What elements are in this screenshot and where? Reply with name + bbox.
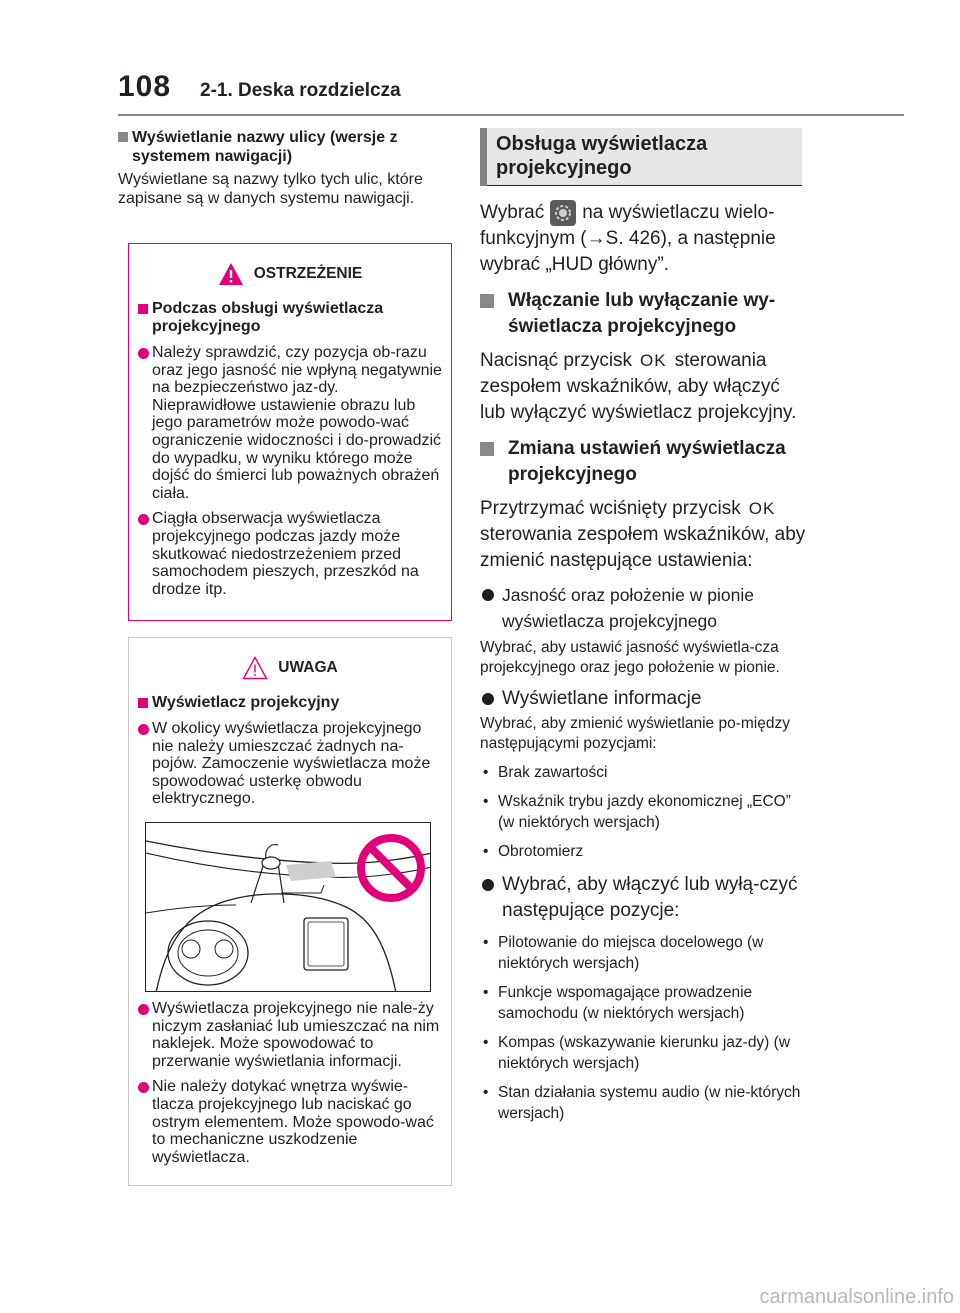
notice-bullet: W okolicy wyświetlacza projekcyjnego nie należy umieszczać żadnych na-pojów. Zamoczenie wyświetlacza może spowodować usterkę obwodu elektrycznego.: [138, 720, 442, 808]
warning-heading: Podczas obsługi wyświetlacza projekcyjnego: [138, 300, 442, 336]
dashboard-drawing: [146, 823, 431, 992]
page-number: 108: [118, 70, 172, 103]
square-bullet-icon: [118, 132, 128, 142]
notice-box: [128, 637, 452, 1186]
square-bullet-icon: [480, 442, 494, 456]
street-name-text: Wyświetlane są nazwy tylko tych ulic, które zapisane są w danych systemu nawigacji.: [118, 171, 423, 207]
notice-bullet: Nie należy dotykać wnętrza wyświe-tlacza projekcyjnego lub naciskać go ostrym elementem. Może spowodo-wać to mechaniczne uszkodzenie wyświetlacza.: [138, 1078, 442, 1166]
right-column: [480, 128, 810, 1124]
bullet-dot-icon: [482, 693, 494, 705]
dashboard-illustration: [145, 822, 431, 992]
arrow-reference: →: [586, 228, 606, 250]
notice-title: UWAGA: [138, 648, 442, 688]
notice-heading: Wyświetlacz projekcyjny: [138, 694, 442, 712]
watermark: carmanualsonline.info: [759, 1286, 954, 1308]
brightness-item: Jasność oraz położenie w pionie wyświetlacza projekcyjnego: [480, 582, 810, 634]
warning-triangle-icon: [218, 262, 244, 286]
header-divider: [118, 114, 904, 116]
bullet-dot-icon: [138, 1004, 149, 1015]
notice-triangle-icon: [242, 656, 268, 680]
bullet-dot-icon: [138, 514, 149, 525]
settings-change-text: Przytrzymać wciśnięty przycisk OKsterowania zespołem wskaźników, aby zmienić następujące ustawienia:: [480, 498, 806, 572]
list-item: • Wskaźnik trybu jazdy ekonomicznej „ECO” (w niektórych wersjach): [483, 793, 791, 832]
brightness-text: Wybrać, aby ustawić jasność wyświetla-cza projekcyjnego oraz jego położenie w pionie.: [480, 639, 780, 677]
warning-bullet: Należy sprawdzić, czy pozycja ob-razu oraz jego jasność nie wpłyną negatywnie na bezpieczeństwo jaz-dy. Nieprawidłowe ustawienie obrazu lub jego parametrów może powodo-wać ograniczenie widoczności i do-prowadzić do wypadku, w wyniku którego może dojść do śmierci lub poważnych obrażeń ciała.: [138, 344, 442, 502]
bullet-dot-icon: [138, 724, 149, 735]
heading-accent-bar: [480, 128, 487, 186]
warning-title: OSTRZEŻENIE: [138, 254, 442, 294]
page-header: [118, 70, 904, 116]
operation-section-heading: Obsługa wyświetlacza projekcyjnego: [480, 128, 802, 186]
list-item: • Pilotowanie do miejsca docelowego (w niektórych wersjach): [483, 934, 764, 973]
section-title: 2-1. Deska rozdzielcza: [200, 80, 401, 101]
bullet-dot-icon: [482, 879, 494, 891]
display-info-item: Wyświetlane informacje: [480, 686, 810, 712]
left-column: [118, 128, 452, 208]
notice-bullet: Wyświetlacza projekcyjnego nie nale-ży niczym zasłaniać lub umieszczać na nim naklejek. Może spowodować to przerwanie wyświetlania informacji.: [138, 1000, 442, 1070]
settings-change-heading: Zmiana ustawień wyświetlacza projekcyjnego: [480, 436, 810, 488]
settings-icon: [550, 200, 576, 226]
square-bullet-icon: [480, 294, 494, 308]
bullet-dot-icon: [138, 1082, 149, 1093]
bullet-dot-icon: [138, 348, 149, 359]
bullet-dot-icon: [482, 589, 494, 601]
list-item: • Brak zawartości: [483, 764, 608, 782]
square-bullet-icon: [138, 304, 148, 314]
square-bullet-icon: [138, 698, 148, 708]
street-name-heading: Wyświetlanie nazwy ulicy (wersje z systemem nawigacji): [118, 128, 452, 166]
ok-button-icon: OK: [748, 499, 776, 519]
warning-box: [128, 243, 452, 621]
list-item: • Funkcje wspomagające prowadzenie samochodu (w niektórych wersjach): [483, 984, 753, 1023]
list-item: • Obrotomierz: [483, 843, 584, 861]
list-item: • Kompas (wskazywanie kierunku jaz-dy) (w niektórych wersjach): [483, 1034, 791, 1073]
ok-button-icon: OK: [640, 351, 667, 371]
display-info-text: Wybrać, aby zmienić wyświetlanie po-między następującymi pozycjami:: [480, 715, 790, 753]
warning-bullet: Ciągła obserwacja wyświetlacza projekcyjnego podczas jazdy może skutkować niedostrzeżeniem przed samochodem pieszych, przeszkód na drodze itp.: [138, 510, 442, 598]
intro-paragraph: Wybrać na wyświetlaczu wielo-funkcyjnym (→S. 426), a następnie wybrać „HUD główny”.: [480, 200, 810, 278]
on-off-text: Nacisnąć przycisk OK sterowania zespołem wskaźników, aby włączyć lub wyłączyć wyświetlacz projekcyjny.: [480, 350, 797, 424]
on-off-heading: Włączanie lub wyłączanie wy-świetlacza projekcyjnego: [480, 288, 810, 340]
toggle-items-heading: Wybrać, aby włączyć lub wyłą-czyć następujące pozycje:: [480, 872, 810, 924]
list-item: • Stan działania systemu audio (w nie-których wersjach): [483, 1084, 801, 1123]
